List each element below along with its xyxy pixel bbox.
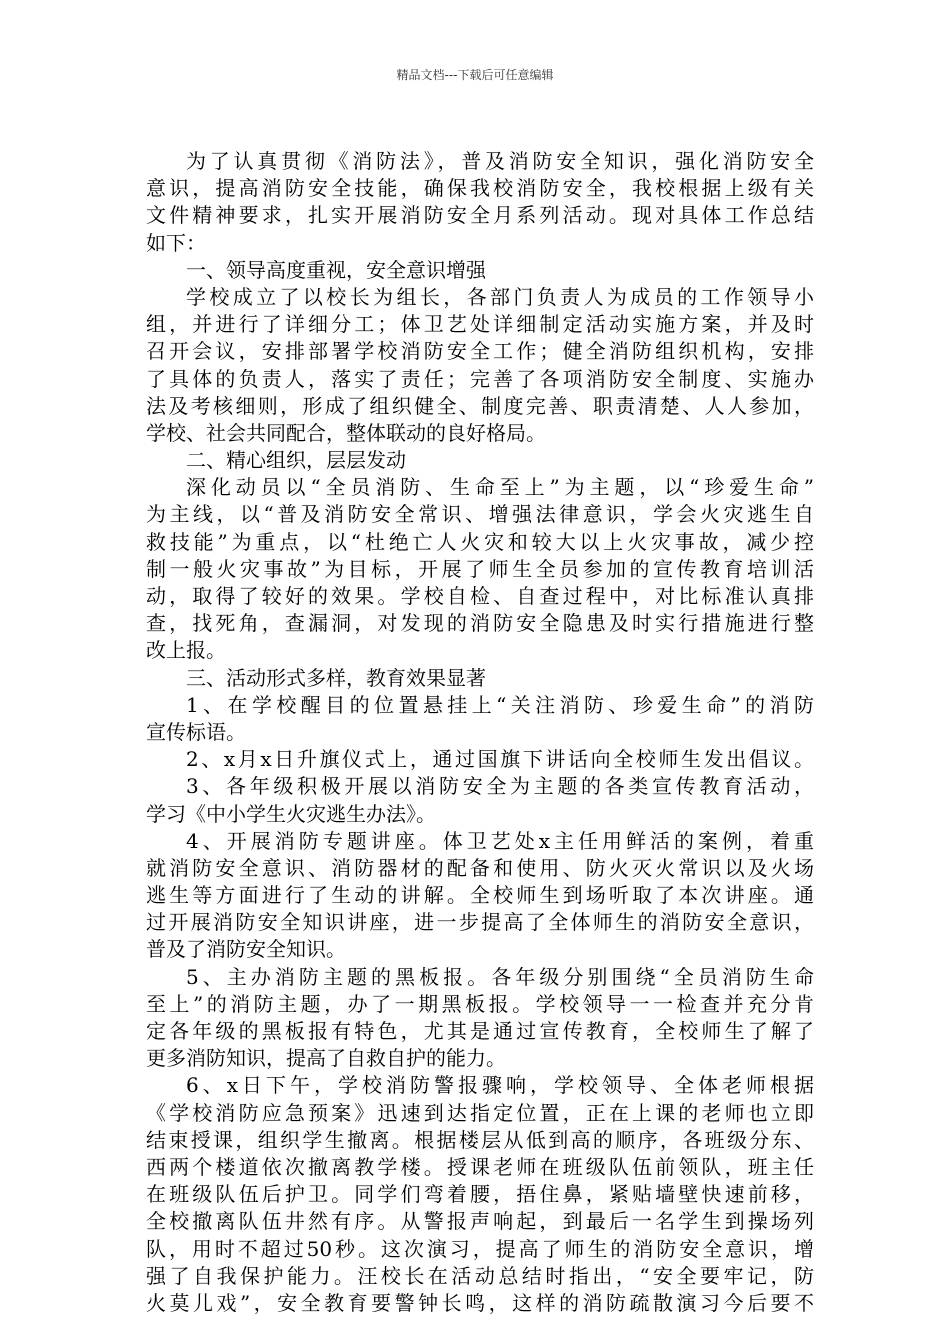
text-line: 制一般火灾事故”为目标，开展了师生全员参加的宣传教育培训活 xyxy=(146,556,814,581)
text-line: 意识，提高消防安全技能，确保我校消防安全，我校根据上级有关 xyxy=(146,176,814,201)
text-line: 如下： xyxy=(146,230,206,255)
text-line: 召开会议，安排部署学校消防安全工作；健全消防组织机构，安排 xyxy=(146,339,814,364)
text-line: 为主线，以“普及消防安全常识、增强法律意识，学会火灾逃生自 xyxy=(146,502,814,527)
text-line: 队，用时不超过50秒。这次演习，提高了师生的消防安全意识，增 xyxy=(146,1236,814,1261)
text-line: 深化动员以“全员消防、生命至上”为主题，以“珍爱生命” xyxy=(186,475,814,500)
text-line: 二、精心组织，层层发动 xyxy=(186,448,406,473)
text-line: 4、开展消防专题讲座。体卫艺处x主任用鲜活的案例，着重 xyxy=(186,828,814,853)
text-line: 定各年级的黑板报有特色，尤其是通过宣传教育，全校师生了解了 xyxy=(146,1019,814,1043)
text-line: 法及考核细则，形成了组织健全、制度完善、职责清楚、人人参加， xyxy=(146,393,814,418)
text-line: 为了认真贯彻《消防法》，普及消防安全知识，强化消防安全 xyxy=(186,149,814,173)
text-line: 强了自我保护能力。汪校长在活动总结时指出，“安全要牢记，防 xyxy=(146,1263,814,1288)
text-line: 宣传标语。 xyxy=(146,719,246,744)
text-line: 西两个楼道依次撤离教学楼。授课老师在班级队伍前领队，班主任 xyxy=(146,1154,814,1179)
text-line: 《学校消防应急预案》迅速到达指定位置，正在上课的老师也立即 xyxy=(146,1100,814,1125)
text-line: 学校、社会共同配合，整体联动的良好格局。 xyxy=(146,420,546,445)
text-line: 更多消防知识，提高了自救自护的能力。 xyxy=(146,1046,506,1071)
text-line: 动，取得了较好的效果。学校自检、自查过程中，对比标准认真排 xyxy=(146,584,814,608)
text-line: 5、主办消防主题的黑板报。各年级分别围绕“全员消防生命 xyxy=(186,964,814,989)
text-line: 普及了消防安全知识。 xyxy=(146,937,346,962)
text-line: 文件精神要求，扎实开展消防安全月系列活动。现对具体工作总结 xyxy=(146,203,814,228)
page-header: 精品文档---下载后可任意编辑 xyxy=(396,68,554,82)
text-line: 学习《中小学生火灾逃生办法》。 xyxy=(146,801,436,826)
text-line: 至上”的消防主题，办了一期黑板报。学校领导一一检查并充分肯 xyxy=(146,991,814,1016)
text-line: 2、x月x日升旗仪式上，通过国旗下讲话向全校师生发出倡议。 xyxy=(186,747,814,772)
text-line: 火莫儿戏”，安全教育要警钟长鸣，这样的消防疏散演习今后要不 xyxy=(146,1290,814,1315)
text-line: 3、各年级积极开展以消防安全为主题的各类宣传教育活动， xyxy=(186,774,814,799)
text-line: 就消防安全意识、消防器材的配备和使用、防火灭火常识以及火场 xyxy=(146,855,814,880)
text-line: 三、活动形式多样，教育效果显著 xyxy=(186,665,486,690)
text-line: 改上报。 xyxy=(146,638,226,663)
text-line: 组，并进行了详细分工；体卫艺处详细制定活动实施方案，并及时 xyxy=(146,312,814,337)
text-line: 一、领导高度重视，安全意识增强 xyxy=(186,257,486,282)
text-line: 6、x日下午，学校消防警报骤响，学校领导、全体老师根据 xyxy=(186,1073,814,1098)
text-line: 救技能”为重点，以“杜绝亡人火灾和较大以上火灾事故，减少控 xyxy=(146,529,814,554)
text-line: 了具体的负责人，落实了责任；完善了各项消防安全制度、实施办 xyxy=(146,366,814,391)
text-line: 过开展消防安全知识讲座，进一步提高了全体师生的消防安全意识， xyxy=(146,910,814,935)
text-line: 结束授课，组织学生撤离。根据楼层从低到高的顺序，各班级分东、 xyxy=(146,1127,814,1152)
text-line: 逃生等方面进行了生动的讲解。全校师生到场听取了本次讲座。通 xyxy=(146,883,814,908)
text-line: 1、在学校醒目的位置悬挂上“关注消防、珍爱生命”的消防 xyxy=(186,692,814,717)
text-line: 全校撤离队伍井然有序。从警报声响起，到最后一名学生到操场列 xyxy=(146,1209,814,1234)
text-line: 查，找死角，查漏洞，对发现的消防安全隐患及时实行措施进行整 xyxy=(146,611,814,636)
text-line: 在班级队伍后护卫。同学们弯着腰，捂住鼻，紧贴墙壁快速前移， xyxy=(146,1182,814,1207)
text-line: 学校成立了以校长为组长，各部门负责人为成员的工作领导小 xyxy=(186,284,814,309)
document-body xyxy=(146,148,814,1317)
